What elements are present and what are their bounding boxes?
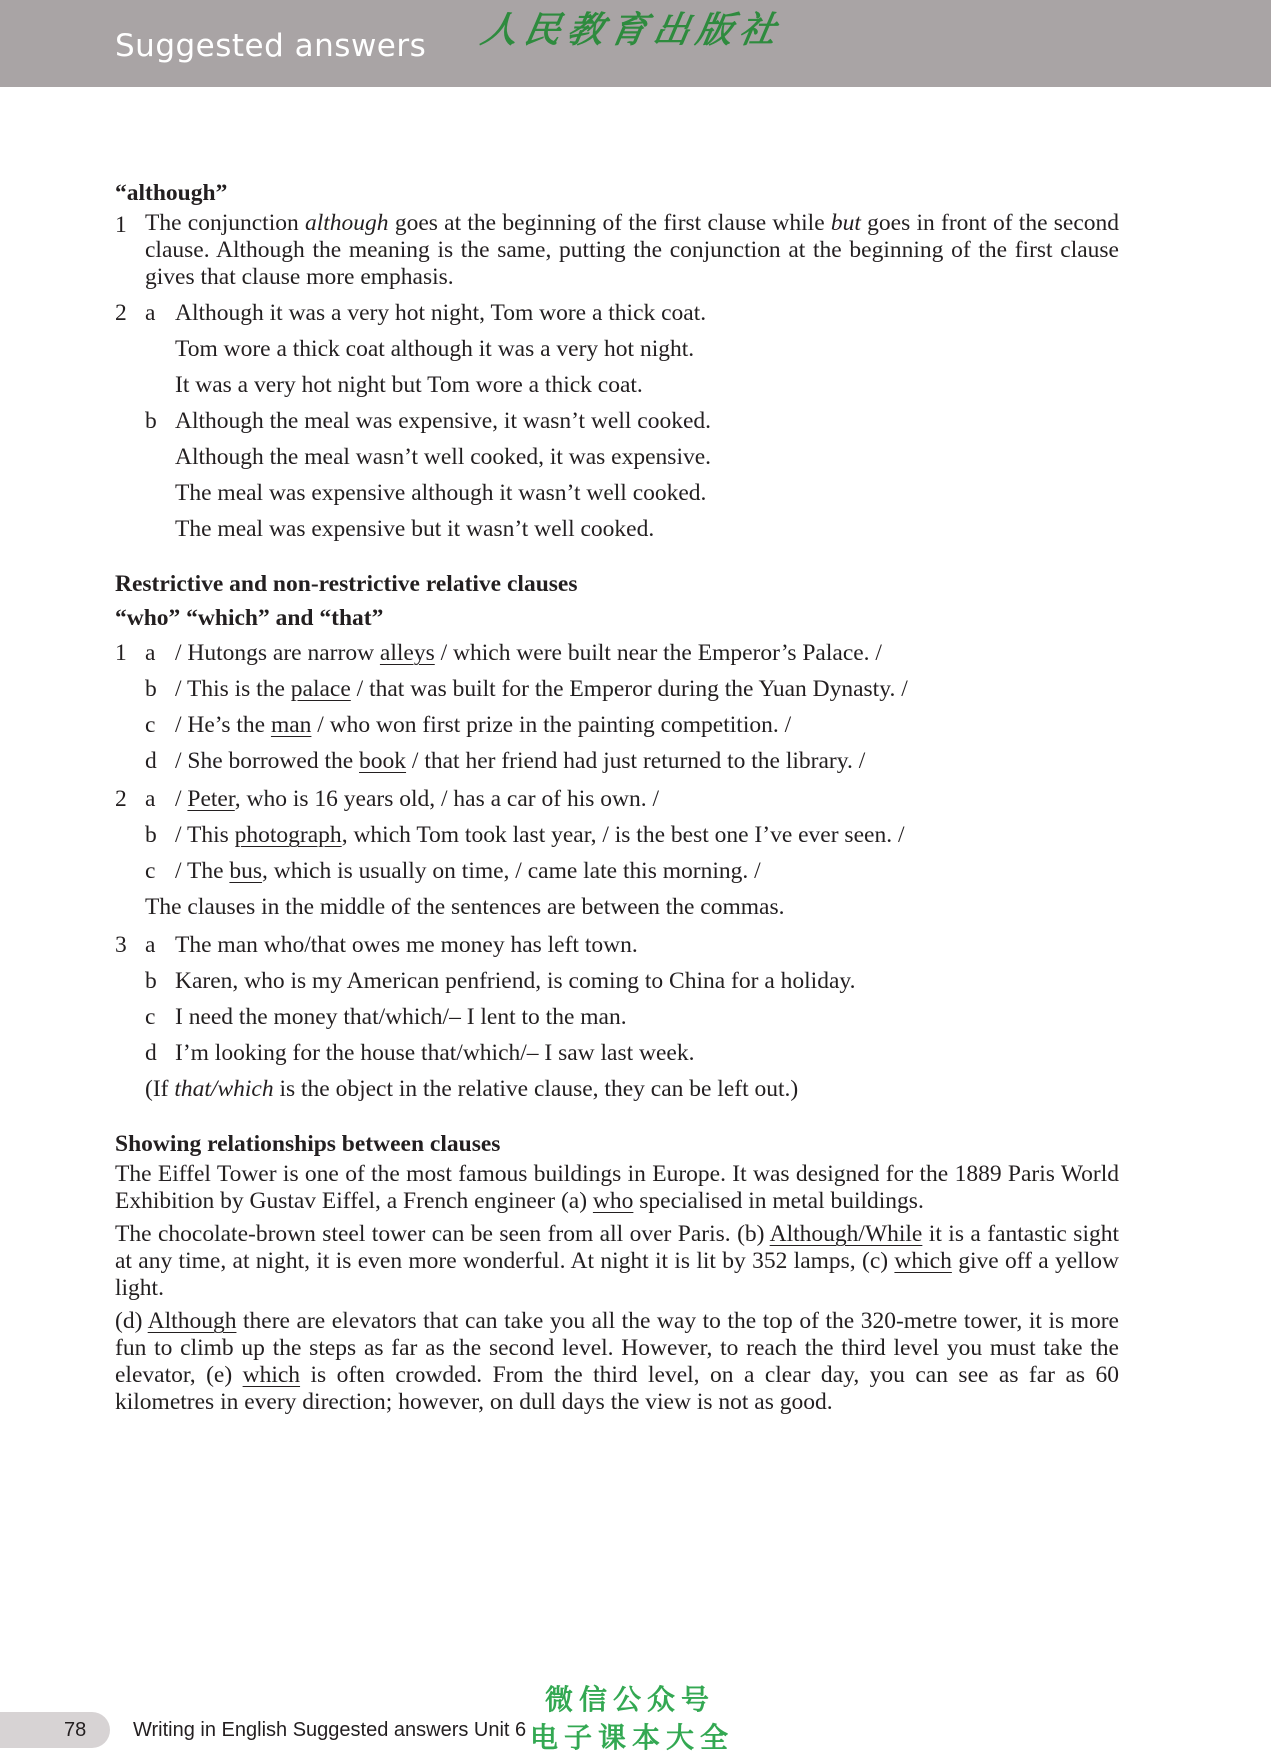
- note-text: (If that/which is the object in the relative clause, they can be left out.): [145, 1076, 799, 1102]
- answer-rc-1c: c / He’s the man / who won first prize in the painting competition. /: [115, 707, 1119, 743]
- page-number: 78: [64, 1719, 87, 1741]
- answer-2b: [115, 403, 1119, 547]
- underlined-word: Although/While: [769, 1221, 923, 1247]
- item-letter: b: [145, 676, 157, 702]
- underlined-word: which: [242, 1362, 301, 1388]
- underlined-word: book: [359, 748, 407, 774]
- publisher-logo: 人民教育出版社: [477, 9, 787, 51]
- section-subheading: “who” “which” and “that”: [115, 605, 384, 631]
- answer-line: Although the meal was expensive, it wasn’t well cooked.: [175, 408, 712, 434]
- passage-paragraph-3: (d) Although there are elevators that can take you all the way to the top of the 320-metre tower, it is more fun to climb up the steps as far as the second level. However, to reach the third level you must take the elevator, (e) which is often crowded. From the third level, on a clear day, you can see as far as 60 kilometres in every direction; however, on dull days the view is not as good.: [115, 1308, 1119, 1415]
- section-heading-although: “although”: [115, 180, 228, 206]
- answer-line: Although it was a very hot night, Tom wore a thick coat.: [175, 300, 707, 326]
- item-number: 1: [115, 640, 127, 666]
- page-header: [0, 0, 1271, 87]
- answer-line: It was a very hot night but Tom wore a thick coat.: [175, 372, 643, 398]
- item-letter: c: [145, 712, 156, 738]
- header-title: Suggested answers: [115, 28, 427, 64]
- underlined-word: Although: [147, 1308, 237, 1334]
- answer-rc-2-note: [115, 889, 1119, 925]
- answer-rc-2a: 2 a / Peter, who is 16 years old, / has a car of his own. /: [115, 781, 1119, 817]
- item-letter: b: [145, 822, 157, 848]
- item-letter: a: [145, 786, 156, 812]
- item-letter: a: [145, 640, 156, 666]
- underlined-word: photograph: [234, 822, 342, 848]
- item-number: 1: [115, 212, 127, 238]
- section-heading-relationships: Showing relationships between clauses: [115, 1131, 501, 1157]
- underlined-word: Peter: [187, 786, 235, 812]
- answer-line: The meal was expensive although it wasn’t well cooked.: [175, 480, 707, 506]
- item-letter: b: [145, 408, 157, 434]
- answer-rc-1d: d / She borrowed the book / that her friend had just returned to the library. /: [115, 743, 1119, 779]
- watermark-line-1: 微信公众号: [545, 1683, 716, 1716]
- answer-rc-3c: c I need the money that/which/– I lent to the man.: [115, 999, 1119, 1035]
- passage-paragraph-2: The chocolate-brown steel tower can be seen from all over Paris. (b) Although/While it is a fantastic sight at any time, at night, it is even more wonderful. At night it is lit by 352 lamps, (c) which give off a yellow light.: [115, 1221, 1119, 1301]
- answer-rc-3-note: [115, 1071, 1119, 1107]
- item-letter: a: [145, 300, 156, 326]
- note-text: The clauses in the middle of the sentences are between the commas.: [145, 894, 785, 920]
- underlined-word: who: [592, 1188, 634, 1214]
- item-letter: d: [145, 748, 157, 774]
- underlined-word: which: [894, 1248, 952, 1274]
- answer-line: The meal was expensive but it wasn’t well cooked.: [175, 516, 655, 542]
- answer-line: Tom wore a thick coat although it was a very hot night.: [175, 336, 695, 362]
- passage-paragraph-1: The Eiffel Tower is one of the most famous buildings in Europe. It was designed for the 1889 Paris World Exhibition by Gustav Eiffel, a French engineer (a) who specialised in metal buildings.: [115, 1161, 1119, 1214]
- answers-content: [115, 178, 1119, 1416]
- item-number: 2: [115, 786, 127, 812]
- underlined-word: palace: [290, 676, 351, 702]
- answer-text: The conjunction although goes at the beginning of the first clause while but goes in front of the second clause. Although the meaning is the same, putting the conjunction at the beginning of the first clause gives that clause more emphasis.: [145, 210, 1120, 290]
- item-number: 2: [115, 300, 127, 326]
- underlined-word: alleys: [379, 640, 435, 666]
- answer-rc-2c: c / The bus, which is usually on time, / came late this morning. /: [115, 853, 1119, 889]
- item-letter: d: [145, 1040, 157, 1066]
- answer-rc-3b: b Karen, who is my American penfriend, is coming to China for a holiday.: [115, 963, 1119, 999]
- answer-lines: [175, 295, 1119, 403]
- answer-rc-3a: 3 a The man who/that owes me money has left town.: [115, 927, 1119, 963]
- answer-rc-1b: b / This is the palace / that was built for the Emperor during the Yuan Dynasty. /: [115, 671, 1119, 707]
- underlined-word: bus: [229, 858, 263, 884]
- underlined-word: man: [270, 712, 312, 738]
- answer-line: Although the meal wasn’t well cooked, it was expensive.: [175, 444, 712, 470]
- item-letter: c: [145, 1004, 156, 1030]
- page-number-tab: [0, 1712, 110, 1748]
- item-letter: b: [145, 968, 157, 994]
- watermark-line-2: 电子课本大全: [530, 1721, 735, 1754]
- answer-1: [115, 210, 1119, 291]
- footer-running-title: Writing in English Suggested answers Unit 6: [133, 1719, 527, 1741]
- answer-lines: [175, 403, 1119, 547]
- answer-rc-2b: b / This photograph, which Tom took last year, / is the best one I’ve ever seen. /: [115, 817, 1119, 853]
- item-letter: a: [145, 932, 156, 958]
- answer-rc-3d: d I’m looking for the house that/which/– I saw last week.: [115, 1035, 1119, 1071]
- answer-2a: [115, 295, 1119, 403]
- answer-rc-1a: 1 a / Hutongs are narrow alleys / which were built near the Emperor’s Palace. /: [115, 635, 1119, 671]
- item-number: 3: [115, 932, 127, 958]
- item-letter: c: [145, 858, 156, 884]
- section-heading-relative-clauses: Restrictive and non-restrictive relative clauses: [115, 571, 578, 597]
